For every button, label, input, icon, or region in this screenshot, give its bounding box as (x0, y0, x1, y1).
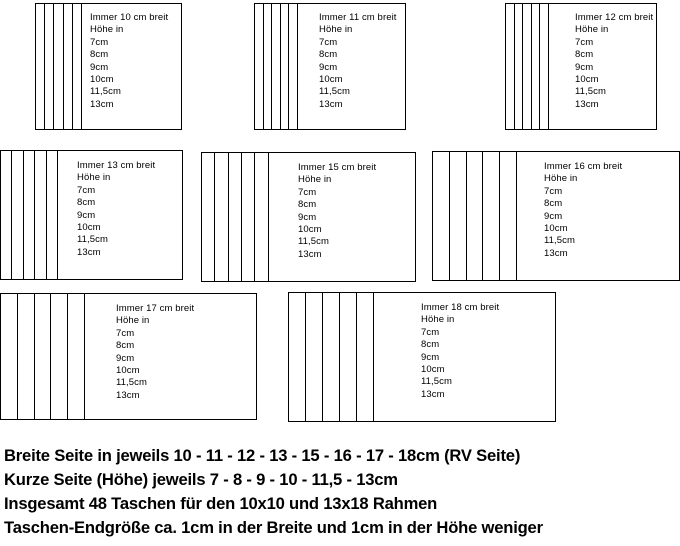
height-value: 13cm (421, 388, 445, 400)
summary-line-width: Breite Seite in jeweils 10 - 11 - 12 - 13 - 15 - 16 - 17 - 18cm (RV Seite) (4, 446, 521, 465)
summary-text (4, 444, 680, 540)
height-value: 10cm (298, 224, 322, 236)
height-value: 7cm (116, 327, 135, 339)
height-value: 9cm (319, 61, 338, 73)
height-value: 13cm (544, 247, 568, 259)
height-value: 9cm (116, 352, 135, 364)
height-value: 11,5cm (544, 235, 576, 247)
height-value: 13cm (319, 98, 343, 110)
group-subtitle: Höhe in (544, 173, 578, 185)
pocket-group-labels (90, 12, 168, 111)
height-value: 7cm (298, 186, 317, 198)
group-title: Immer 10 cm breit (90, 12, 169, 23)
pocket-group-labels (319, 12, 397, 111)
pocket-group-labels (544, 161, 622, 260)
height-value: 8cm (575, 49, 594, 61)
height-value: 11,5cm (90, 86, 122, 98)
height-value: 10cm (544, 223, 568, 235)
group-title: Immer 12 cm breit (575, 12, 654, 23)
height-value: 8cm (90, 49, 109, 61)
height-value: 13cm (90, 98, 114, 110)
group-title: Immer 18 cm breit (421, 302, 500, 313)
height-value: 7cm (319, 36, 338, 48)
height-value: 8cm (77, 197, 96, 209)
group-subtitle: Höhe in (298, 174, 332, 186)
height-value: 8cm (544, 198, 563, 210)
summary-line-height: Kurze Seite (Höhe) jeweils 7 - 8 - 9 - 10 - 11,5 - 13cm (4, 470, 398, 489)
height-value: 10cm (116, 365, 140, 377)
height-value: 7cm (77, 184, 96, 196)
height-value: 10cm (77, 222, 101, 234)
height-value: 8cm (116, 340, 135, 352)
height-value: 8cm (421, 339, 440, 351)
height-value: 7cm (575, 36, 594, 48)
height-value: 7cm (90, 36, 109, 48)
height-value: 11,5cm (77, 234, 109, 246)
group-title: Immer 17 cm breit (116, 303, 195, 314)
group-title: Immer 13 cm breit (77, 160, 156, 171)
height-value: 9cm (421, 351, 440, 363)
height-value: 9cm (77, 209, 96, 221)
height-value: 11,5cm (298, 236, 330, 248)
group-title: Immer 15 cm breit (298, 162, 377, 173)
height-value: 10cm (319, 74, 343, 86)
height-value: 13cm (116, 389, 140, 401)
height-value: 11,5cm (319, 86, 351, 98)
height-value: 11,5cm (575, 86, 607, 98)
pocket-group-labels (575, 12, 653, 111)
height-value: 8cm (298, 199, 317, 211)
height-value: 8cm (319, 49, 338, 61)
height-value: 7cm (544, 185, 563, 197)
group-subtitle: Höhe in (421, 314, 455, 326)
height-value: 13cm (298, 248, 322, 260)
group-subtitle: Höhe in (77, 172, 111, 184)
height-value: 9cm (90, 61, 109, 73)
group-title: Immer 11 cm breit (319, 12, 397, 23)
height-value: 9cm (298, 211, 317, 223)
pocket-group-labels (421, 302, 499, 401)
summary-line-final-size: Taschen-Endgröße ca. 1cm in der Breite und 1cm in der Höhe weniger (4, 518, 543, 537)
group-subtitle: Höhe in (90, 24, 124, 36)
height-value: 10cm (421, 364, 445, 376)
pocket-group-labels (298, 162, 376, 261)
group-title: Immer 16 cm breit (544, 161, 623, 172)
height-value: 11,5cm (421, 376, 453, 388)
group-subtitle: Höhe in (319, 24, 353, 36)
height-value: 10cm (90, 74, 114, 86)
height-value: 9cm (575, 61, 594, 73)
pocket-group-labels (116, 303, 194, 402)
height-value: 13cm (575, 98, 599, 110)
summary-line-total: Insgesamt 48 Taschen für den 10x10 und 13x18 Rahmen (4, 494, 438, 513)
group-subtitle: Höhe in (575, 24, 609, 36)
group-subtitle: Höhe in (116, 315, 150, 327)
height-value: 10cm (575, 74, 599, 86)
height-value: 9cm (544, 210, 563, 222)
height-value: 7cm (421, 326, 440, 338)
height-value: 13cm (77, 246, 101, 258)
pocket-group-labels (77, 160, 155, 259)
height-value: 11,5cm (116, 377, 148, 389)
